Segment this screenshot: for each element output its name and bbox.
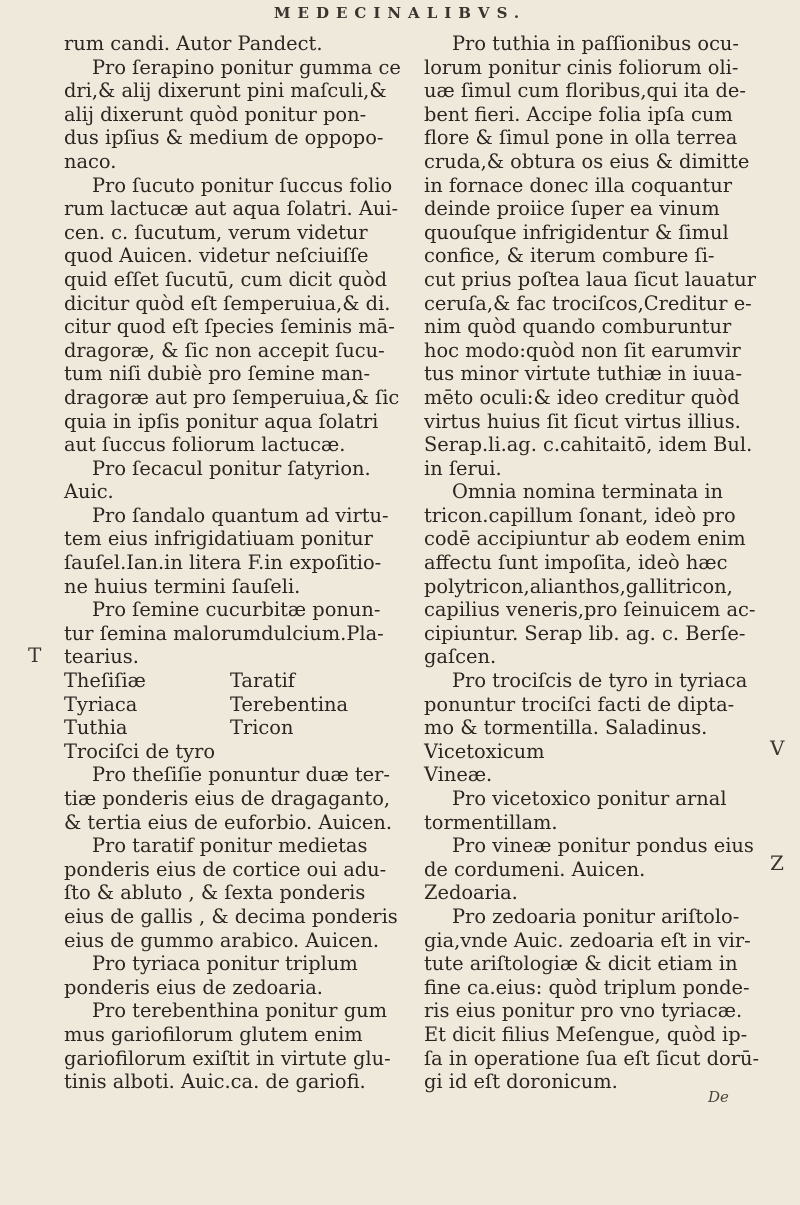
text-line: Pro tyriaca ponitur triplum (92, 952, 358, 976)
text-line: ſa in operatione ſua eſt ſicut dorū- (424, 1046, 760, 1070)
text-line: Pro theſiſie ponuntur duæ ter- (92, 763, 390, 787)
text-line: ris eius ponitur pro vno tyriacæ. (424, 999, 743, 1023)
text-line: quouſque infrigidentur & ſimul (424, 220, 729, 244)
text-line: tus minor virtute tuthiæ in iuua- (424, 362, 743, 386)
text-line: quia in ipſis ponitur aqua ſolatri (64, 409, 379, 433)
text-line: Auic. (64, 480, 114, 504)
text-line: capilius veneris,pro ſeinuicem ac- (424, 598, 756, 622)
text-line: mus gariofilorum glutem enim (64, 1022, 363, 1046)
text-line: Et dicit filius Meſengue, quòd ip- (424, 1022, 748, 1046)
text-line: Pro ſandalo quantum ad virtu- (92, 503, 389, 527)
text-line: confice, & iterum combure ſi- (424, 244, 715, 268)
text-line: rum candi. Autor Pandect. (64, 32, 323, 55)
text-line: tum niſi dubiè pro ſemine man- (64, 362, 371, 386)
text-line: quid eſſet ſucutū, cum dicit quòd (64, 267, 388, 291)
term-list-row (64, 740, 404, 764)
text-line: in fornace donec illa coquantur (424, 173, 732, 197)
text-line: uæ ſimul cum floribus,qui ita de- (424, 79, 746, 103)
text-line: tur ſemina malorumdulcium.Pla- (64, 621, 384, 645)
text-line: Vicetoxicum (424, 739, 545, 763)
text-line: nim quòd quando comburuntur (424, 315, 732, 339)
term-a: Tuthia (64, 716, 128, 740)
text-line: bent fieri. Accipe folia ipſa cum (424, 102, 733, 126)
text-line: cen. c. ſucutum, verum videtur (64, 220, 368, 244)
text-line: ſauſel.Ian.in litera F.in expoſitio- (64, 551, 382, 575)
text-line: gariofilorum exiſtit in virtute glu- (64, 1046, 391, 1070)
text-line: polytricon,alianthos,gallitricon, (424, 574, 733, 598)
text-line: naco. (64, 149, 117, 173)
term-a: Tyriaca (64, 692, 138, 716)
term-list-row (64, 669, 404, 693)
text-line: tricon.capillum ſonant, ideò pro (424, 503, 736, 527)
text-line: tem eius infrigidatiuam ponitur (64, 527, 373, 551)
text-line: alij dixerunt quòd ponitur pon- (64, 102, 367, 126)
text-line: fine ca.eius: quòd triplum ponde- (424, 975, 750, 999)
text-line: Omnia nomina terminata in (452, 480, 724, 504)
text-line: Pro ſucuto ponitur ſuccus folio (92, 173, 393, 197)
text-line: flore & ſimul pone in olla terrea (424, 126, 738, 150)
text-line: ponuntur trociſci facti de dipta- (424, 692, 735, 716)
text-line: dragoræ, & ſic non accepit ſucu- (64, 338, 385, 362)
text-line: Pro vineæ ponitur pondus eius (452, 834, 754, 858)
text-line: gia,vnde Auic. zedoaria eſt in vir- (424, 928, 751, 952)
running-header: MEDECINALIBVS. (273, 4, 527, 22)
term-b: Terebentina (230, 692, 349, 716)
text-line: Pro trociſcis de tyro in tyriaca (452, 669, 748, 693)
text-line: & tertia eius de euforbio. Auicen. (64, 810, 393, 834)
text-line: dus ipſius & medium de oppopo- (64, 126, 384, 150)
text-line: gi id eſt doronicum. (424, 1070, 618, 1094)
term-list-row (64, 693, 404, 717)
text-line: Pro terebenthina ponitur gum (92, 999, 388, 1023)
text-line: tinis alboti. Auic.ca. de gariofi. (64, 1070, 366, 1094)
right-column (424, 32, 760, 1094)
text-line: tute ariſtologiæ & dicit etiam in (424, 952, 738, 976)
text-line: eius de gummo arabico. Auicen. (64, 928, 380, 952)
text-line: hoc modo:quòd non ſit earumvir (424, 338, 741, 362)
text-line: Pro tuthia in paſſionibus ocu- (452, 32, 739, 55)
text-line: in ſerui. (424, 456, 502, 480)
section-letter-z: Z (770, 851, 784, 875)
text-line: Pro vicetoxico ponitur arnal (452, 787, 727, 810)
catchword: De (708, 1088, 729, 1106)
text-line: quod Auicen. videtur neſciuiſſe (64, 244, 369, 268)
section-letter-v: V (770, 736, 785, 760)
term-b: Taratif (230, 669, 295, 693)
term-list-row (64, 716, 404, 740)
text-line: citur quod eſt ſpecies ſeminis mā- (64, 315, 395, 339)
section-letter-t: T (28, 643, 42, 667)
text-line: tormentillam. (424, 810, 558, 834)
text-line: dicitur quòd eſt ſemperuiua,& di. (64, 291, 391, 315)
text-line: ponderis eius de cortice oui adu- (64, 857, 387, 881)
text-line: deinde proiice ſuper ea vinum (424, 197, 720, 221)
text-line: affectu ſunt impoſita, ideò hæc (424, 551, 728, 575)
text-line: tiæ ponderis eius de dragaganto, (64, 787, 391, 810)
text-line: codē accipiuntur ab eodem enim (424, 527, 746, 551)
text-line: Serap.li.ag. c.cahitaitō, idem Bul. (424, 433, 753, 457)
text-line: eius de gallis , & decima ponderis (64, 904, 398, 928)
text-line: Pro ſemine cucurbitæ ponun- (92, 598, 381, 622)
left-column (64, 32, 404, 1094)
term-b: Tricon (230, 716, 294, 740)
text-line: Zedoaria. (424, 881, 518, 905)
text-line: cipiuntur. Serap lib. ag. c. Berſe- (424, 621, 746, 645)
text-line: lorum ponitur cinis foliorum oli- (424, 55, 739, 79)
text-line: Pro ſecacul ponitur ſatyrion. (92, 456, 371, 480)
text-line: tearius. (64, 645, 139, 669)
text-line: Pro zedoaria ponitur ariſtolo- (452, 904, 740, 928)
text-line: mo & tormentilla. Saladinus. (424, 716, 708, 740)
text-line: virtus huius ſit ſicut virtus illius. (424, 409, 741, 433)
text-line: gaſcen. (424, 645, 497, 669)
text-line: Vineæ. (424, 763, 493, 787)
text-line: ne huius termini ſauſeli. (64, 574, 301, 598)
text-line: rum lactucæ aut aqua ſolatri. Aui- (64, 197, 399, 221)
text-line: cruda,& obtura os eius & dimitte (424, 149, 750, 173)
term-a: Theſiſiæ (64, 669, 146, 693)
term-a: Trociſci de tyro (64, 739, 216, 763)
text-line: ponderis eius de zedoaria. (64, 975, 323, 999)
text-line: Pro ſerapino ponitur gumma ce (92, 55, 401, 79)
text-line: mēto oculi:& ideo creditur quòd (424, 385, 740, 409)
text-line: aut ſuccus foliorum lactucæ. (64, 433, 346, 457)
text-line: dri,& alij dixerunt pini maſculi,& (64, 79, 387, 103)
text-line: cut prius poſtea laua ſicut lauatur (424, 267, 757, 291)
text-line: Pro taratif ponitur medietas (92, 834, 368, 858)
text-line: de cordumeni. Auicen. (424, 857, 646, 881)
text-line: ceruſa,& fac trociſcos,Creditur e- (424, 291, 752, 315)
text-line: ſto & abluto , & ſexta ponderis (64, 881, 366, 905)
text-line: dragoræ aut pro ſemperuiua,& ſic (64, 385, 400, 409)
